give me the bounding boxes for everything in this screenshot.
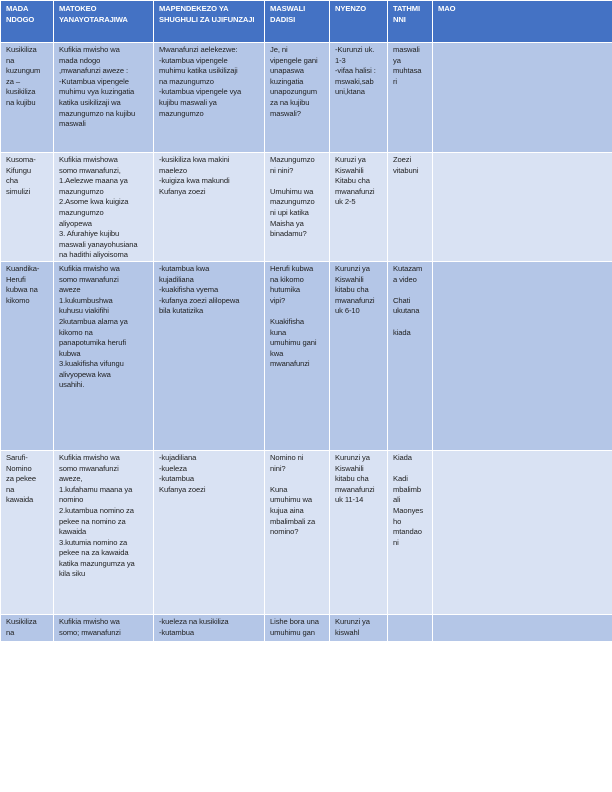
table-row: [1, 43, 612, 153]
cell: Kufikia mwishowa somo mwanafunzi, 1.Aelezwe maana ya mazungumzo 2.Asome kwa kuigiza mazungumzo aliyopewa 3. Afurahiye kujibu maswali yanayohusiana na hadithi aliyoisoma: [54, 153, 154, 262]
header-mao: MAO: [433, 1, 612, 43]
header-maswali: MASWALI DADISI: [265, 1, 330, 43]
cell: [388, 614, 433, 641]
cell: Mazungumzo ni nini? Umuhimu wa mazungumzo ni upi katika Maisha ya binadamu?: [265, 153, 330, 262]
cell: [433, 43, 612, 153]
cell: Kufikia mwisho wa somo mwanafunzi aweze 1.kukumbushwa kuhusu viakifihi 2kutambua alama ya kikomo na panapotumika herufi kubwa 3.kuakifisha vifungu alivyopewa kwa usahihi.: [54, 261, 154, 450]
cell: Kufikia mwisho wa mada ndogo ,mwanafunzi aweze : -Kutambua vipengele muhimu vya kuzingatia katika usikilizaji wa mazungumzo na kujibu maswali: [54, 43, 154, 153]
cell: Mwanafunzi aelekezwe: -kutambua vipengele muhimu katika usikilizaji na mazungumzo -kutambua vipengele vya kujibu maswali ya mazungumzo: [154, 43, 265, 153]
table-row: [1, 261, 612, 450]
header-row: [1, 1, 612, 43]
cell: Nomino ni nini? Kuna umuhimu wa kujua aina mbalimbali za nomino?: [265, 450, 330, 614]
cell: Kusikiliza na kuzungum za – kusikiliza na kujibu: [1, 43, 54, 153]
cell: Kuandika- Herufi kubwa na kikomo: [1, 261, 54, 450]
cell: Lishe bora una umuhimu gan: [265, 614, 330, 641]
cell: maswali ya muhtasa ri: [388, 43, 433, 153]
cell: Kutazam a video Chati ukutana kiada: [388, 261, 433, 450]
cell: [433, 614, 612, 641]
cell: -kujadiliana -kueleza -kutambua Kufanya zoezi: [154, 450, 265, 614]
header-nyenzo: NYENZO: [330, 1, 388, 43]
header-mada-ndogo: MADA NDOGO: [1, 1, 54, 43]
cell: Herufi kubwa na kikomo hutumika vipi? Kuakifisha kuna umuhimu gani kwa mwanafunzi: [265, 261, 330, 450]
cell: Kusikiliza na: [1, 614, 54, 641]
header-tathmini: TATHMI NNI: [388, 1, 433, 43]
cell: Kusoma- Kifungu cha simulizi: [1, 153, 54, 262]
cell: Kuruzi ya Kiswahili Kitabu cha mwanafunzi uk 2-5: [330, 153, 388, 262]
cell: -kusikiliza kwa makini maelezo -kuigiza kwa makundi Kufanya zoezi: [154, 153, 265, 262]
cell: Zoezi vitabuni: [388, 153, 433, 262]
cell: Kufikia mwisho wa somo mwanafunzi aweze, 1.kufahamu maana ya nomino 2.kutambua nomino za pekee na nomino za kawaida 3.kutumia nomino za pekee na za kawaida katika mazungumza ya kila siku: [54, 450, 154, 614]
table-row: [1, 153, 612, 262]
table-row: [1, 614, 612, 641]
cell: Sarufi- Nomino za pekee na kawaida: [1, 450, 54, 614]
cell: Je, ni vipengele gani unapaswa kuzingatia unapozungum za na kujibu maswali?: [265, 43, 330, 153]
table-row: [1, 450, 612, 614]
cell: -kueleza na kusikiliza -kutambua: [154, 614, 265, 641]
cell: Kiada Kadi mbalimb ali Maonyes ho mtandao ni: [388, 450, 433, 614]
cell: Kurunzi ya Kiswahili kitabu cha mwanafunzi uk 11-14: [330, 450, 388, 614]
header-matokeo: MATOKEO YANAYOTARAJIWA: [54, 1, 154, 43]
cell: [433, 153, 612, 262]
cell: Kurunzi ya kiswahl: [330, 614, 388, 641]
cell: Kurunzi ya Kiswahili kitabu cha mwanafunzi uk 6-10: [330, 261, 388, 450]
cell: -kutambua kwa kujadiliana -kuakifisha vyema -kufanya zoezi alilopewa bila kutatizika: [154, 261, 265, 450]
header-mapendekezo: MAPENDEKEZO YA SHUGHULI ZA UJIFUNZAJI: [154, 1, 265, 43]
cell: -Kurunzi uk. 1-3 -vifaa halisi : mswaki,sab uni,ktana: [330, 43, 388, 153]
cell: [433, 261, 612, 450]
cell: Kufikia mwisho wa somo; mwanafunzi: [54, 614, 154, 641]
cell: [433, 450, 612, 614]
